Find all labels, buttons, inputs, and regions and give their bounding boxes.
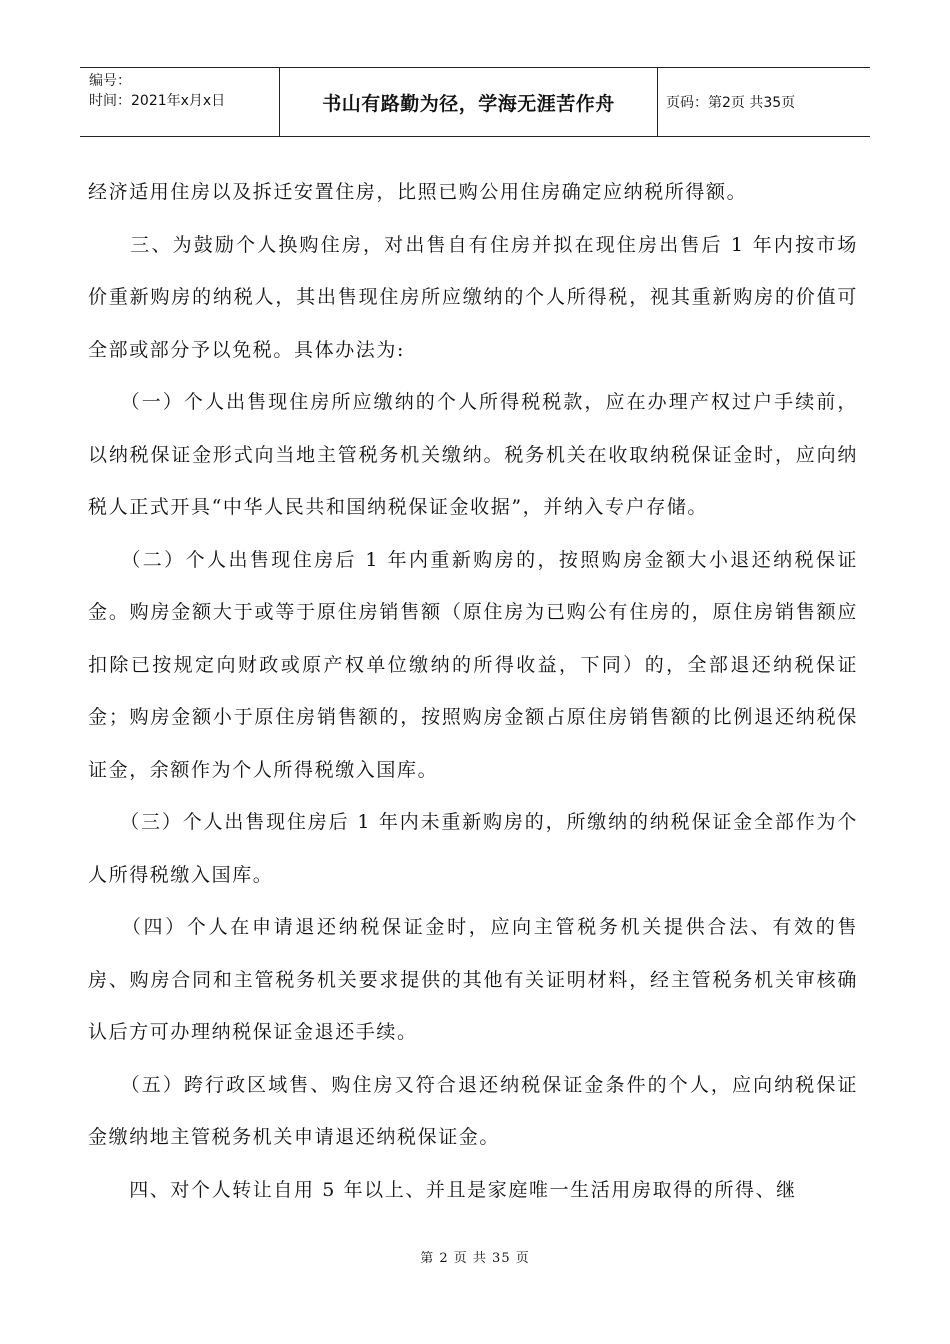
- paragraph: （三）个人出售现住房后 1 年内未重新购房的，所缴纳的纳税保证金全部作为个人所得税缴入国库。: [88, 811, 858, 886]
- paragraph: （四）个人在申请退还纳税保证金时，应向主管税务机关提供合法、有效的售房、购房合同和主管税务机关要求提供的其他有关证明材料，经主管税务机关审核确认后方可办理纳税保证金退还手续。: [88, 916, 858, 1043]
- page-header: [80, 67, 870, 137]
- header-motto-cell: [280, 68, 658, 136]
- header-page-info: [658, 68, 870, 136]
- paragraph: 四、对个人转让自用 5 年以上、并且是家庭唯一生活用房取得的所得、继: [88, 1178, 797, 1201]
- motto-text: 书山有路勤为径，学海无涯苦作舟: [322, 92, 615, 115]
- document-body: [88, 166, 858, 1216]
- paragraph: （二）个人出售现住房后 1 年内重新购房的，按照购房金额大小退还纳税保证金。购房金额大于或等于原住房销售额（原住房为已购公有住房的，原住房销售额应扣除已按规定向财政或原产权单位缴纳的所得收益，下同）的，全部退还纳税保证金；购房金额小于原住房销售额的，按照购房金额占原住房销售额的比例退还纳税保证金，余额作为个人所得税缴入国库。: [88, 548, 858, 781]
- header-meta: [80, 68, 280, 136]
- time-label: 时间：2021年x月x日: [89, 93, 226, 109]
- paragraph: （五）跨行政区域售、购住房又符合退还纳税保证金条件的个人，应向纳税保证金缴纳地主管税务机关申请退还纳税保证金。: [88, 1073, 858, 1148]
- paragraph: 三、为鼓励个人换购住房，对出售自有住房并拟在现住房出售后 1 年内按市场价重新购房的纳税人，其出售现住房所应缴纳的个人所得税，视其重新购房的价值可全部或部分予以免税。具体办法为:: [88, 233, 858, 361]
- page-footer: [0, 1247, 950, 1266]
- paragraph: 经济适用住房以及拆迁安置住房，比照已购公用住房确定应纳税所得额。: [88, 181, 748, 203]
- paragraph: （一）个人出售现住房所应缴纳的个人所得税税款，应在办理产权过户手续前，以纳税保证金形式向当地主管税务机关缴纳。税务机关在收取纳税保证金时，应向纳税人正式开具“中华人民共和国纳税保证金收据”，并纳入专户存储。: [88, 391, 858, 518]
- page-info-text: 页码：第2页 共35页: [666, 95, 796, 111]
- footer-page-number: 第 2 页 共 35 页: [420, 1251, 530, 1266]
- number-label: 编号：: [89, 73, 131, 89]
